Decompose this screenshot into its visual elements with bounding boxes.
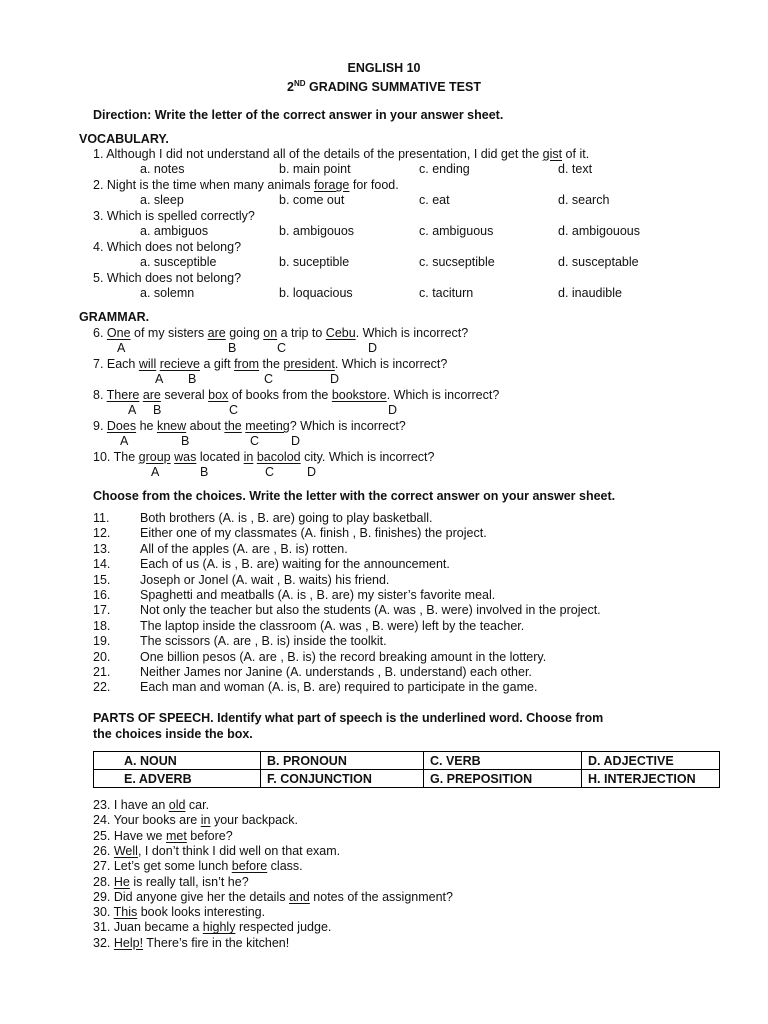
vocab-choice: c. ambiguous [419,224,494,238]
item-sentence: Neither James nor Janine (A. understands , B. understand) each other. [140,665,532,679]
underlined-word: Cebu [325,326,356,340]
item-number: 18. [93,618,111,633]
item-sentence: All of the apples (A. are , B. is) rotten. [140,541,348,556]
grammar-option-letter: C [265,465,275,479]
box-cell: F. CONJUNCTION [261,770,424,788]
item-number: 14. [93,557,111,572]
text-segment: . Which is incorrect? [355,326,469,340]
box-cell: A. NOUN [94,752,261,770]
underlined-word: in [243,450,254,464]
item-sentence: Not only the teacher but also the students (A. was , B. were) involved in the project. [140,603,601,618]
text-segment: . Which is incorrect? [386,388,500,402]
vocab-choice: d. susceptable [558,255,639,269]
vocab-question [93,209,255,224]
text-segment: respected judge. [235,920,332,935]
item-number: 16. [93,588,111,602]
underlined-word: group [138,450,171,464]
vocab-choice: d. search [558,193,610,207]
underlined-word: bookstore [331,388,387,402]
text-segment: 10. The [93,450,139,464]
pos-question [93,875,249,890]
underlined-word: highly [202,920,236,935]
item-number: 21. [93,665,111,679]
underlined-word: the [224,419,242,433]
item-number: 20. [93,649,111,664]
box-row [94,770,720,788]
pos-question [93,859,303,874]
pos-question [93,798,209,813]
item-number: 11. [93,511,110,525]
underlined-word: bacolod [256,450,301,464]
vocab-choice: d. inaudible [558,286,622,300]
text-segment: book looks interesting. [137,905,266,920]
box-cell: E. ADVERB [94,770,261,788]
vocab-choice: c. taciturn [419,286,474,300]
text-segment: he [136,419,157,433]
box-cell: D. ADJECTIVE [582,752,720,770]
underlined-word: will [138,357,157,371]
text-segment: . Which is incorrect? [334,357,448,371]
test-title [0,76,768,95]
pos-question [93,813,298,828]
underlined-word: met [165,828,187,843]
text-segment: 1. Although I did not understand all of the details of the presentation, I did get the [93,147,543,161]
pos-question [93,890,453,905]
vocab-question [93,240,241,255]
grammar-option-letter: B [228,341,237,355]
text-segment: of books from the [228,388,332,402]
item-number: 13. [93,541,111,556]
grammar-option-letter: A [155,372,164,386]
grammar-question [93,450,434,465]
text-segment: a trip to [277,326,326,340]
vocab-choice: a. susceptible [140,255,217,269]
underlined-word: Well [113,843,138,858]
vocab-choice: a. notes [140,162,185,176]
item-sentence: Both brothers (A. is , B. are) going to play basketball. [140,511,433,525]
grammar-option-letter: A [151,465,160,479]
box-cell: H. INTERJECTION [582,770,720,788]
item-sentence: Each of us (A. is , B. are) waiting for the announcement. [140,557,450,572]
underlined-word: He [113,874,130,889]
item-sentence: One billion pesos (A. are , B. is) the record breaking amount in the lottery. [140,649,547,664]
text-segment: 4. Which does not belong? [93,240,242,254]
text-segment: 8. [93,388,107,402]
item-sentence: Each man and woman (A. is, B. are) required to participate in the game. [140,680,538,695]
pos-question [93,844,340,859]
text-segment: notes of the assignment? [309,889,453,904]
underlined-word: Help! [113,935,144,950]
text-segment: 30. [93,905,114,920]
vocab-choice: a. solemn [140,286,195,300]
vocab-choice: c. sucseptible [419,255,495,269]
underlined-word: knew [156,419,187,433]
vocab-question [93,147,589,162]
grammar-option-letter: B [200,465,209,479]
grammar-option-letter: D [368,341,378,355]
item-sentence: The laptop inside the classroom (A. was , B. were) left by the teacher. [140,618,525,633]
item-number: 15. [93,572,111,587]
grammar-option-letter: A [117,341,126,355]
box-row [94,752,720,770]
text-segment: 2. Night is the time when many animals [93,178,314,192]
text-segment: is really tall, isn’t he? [129,874,249,889]
grammar-question [93,419,406,434]
grammar-option-letter: D [388,403,398,417]
item-number: 22. [93,680,111,695]
underlined-word: gist [542,147,563,161]
underlined-word: This [113,905,138,920]
vocab-choice: a. ambiguos [140,224,209,238]
text-segment: the [259,357,284,371]
vocab-choice: b. come out [279,193,345,207]
text-segment: , I don’t think I did well on that exam. [137,843,341,858]
vocab-choice: d. ambigouous [558,224,641,238]
text-segment: of my sisters [130,326,208,340]
test-name: GRADING SUMMATIVE TEST [309,80,481,95]
vocab-choice: b. loquacious [279,286,353,300]
text-segment: before? [186,828,233,843]
grammar-question [93,357,447,372]
text-segment: a gift [200,357,235,371]
underlined-word: box [208,388,229,402]
vocab-choice: b. main point [279,162,351,176]
item-number: 12. [93,526,111,541]
pos-question [93,920,331,935]
grammar-option-letter: B [153,403,162,417]
underlined-word: forage [313,178,350,192]
vocab-choice: c. eat [419,193,450,207]
box-cell: B. PRONOUN [261,752,424,770]
underlined-word: Does [106,419,137,433]
text-segment: 28. [93,874,114,889]
parts-of-speech-box [93,751,720,788]
direction-text: Direction: Write the letter of the correct answer in your answer sheet. [93,108,504,122]
text-segment: 9. [93,419,107,433]
vocab-choice: d. text [558,162,593,176]
grammar-option-letter: D [307,465,317,479]
text-segment: your backpack. [210,813,299,828]
underlined-word: in [200,813,211,828]
underlined-word: president [283,357,335,371]
grammar-option-letter: C [229,403,239,417]
underlined-word: before [231,859,268,874]
underlined-word: are [207,326,226,340]
underlined-word: recieve [159,357,201,371]
vocab-choice: a. sleep [140,193,184,207]
text-segment: car. [185,798,210,812]
text-segment: 24. Your books are [93,813,201,828]
grammar-option-letter: B [188,372,197,386]
pos-instruction-line2: the choices inside the box. [93,727,253,741]
underlined-word: from [234,357,260,371]
text-segment: located [196,450,244,464]
grammar-option-letter: C [250,434,260,448]
underlined-word: was [174,450,197,464]
grammar-question [93,326,468,341]
box-cell: G. PREPOSITION [424,770,582,788]
grammar-option-letter: A [128,403,137,417]
underlined-word: One [106,326,131,340]
grammar-option-letter: C [264,372,274,386]
text-segment: 32. [93,935,114,950]
grammar-option-letter: B [181,434,190,448]
text-segment: 27. Let’s get some lunch [93,859,232,874]
text-segment: city. Which is incorrect? [300,450,435,464]
item-sentence: Joseph or Jonel (A. wait , B. waits) his friend. [140,572,390,587]
text-segment: 25. Have we [93,828,166,843]
text-segment: going [225,326,264,340]
pos-question [93,905,265,920]
vocab-choice: c. ending [419,162,470,176]
underlined-word: old [168,798,186,812]
item-number: 19. [93,634,111,649]
choose-instruction: Choose from the choices. Write the letter with the correct answer on your answer sheet. [93,489,616,503]
pos-instruction-line1: PARTS OF SPEECH. Identify what part of speech is the underlined word. Choose from [93,711,604,725]
grammar-option-letter: D [291,434,301,448]
underlined-word: are [142,388,161,402]
text-segment: 31. Juan became a [93,920,203,935]
text-segment: 23. I have an [93,798,169,812]
vocab-question [93,271,241,286]
text-segment: 7. Each [93,357,139,371]
text-segment: class. [267,859,303,874]
pos-question [93,829,233,844]
grammar-option-letter: A [120,434,129,448]
text-segment: There’s fire in the kitchen! [143,935,290,950]
subject-title: ENGLISH 10 [347,61,421,75]
grading-ordinal: 2 [287,80,294,95]
vocab-choice: b. ambigouos [279,224,355,238]
text-segment: 6. [93,326,107,340]
vocabulary-heading: VOCABULARY. [79,132,169,146]
text-segment: several [160,388,209,402]
grammar-option-letter: C [277,341,287,355]
item-number: 17. [93,603,111,618]
underlined-word: on [263,326,278,340]
item-sentence: Spaghetti and meatballs (A. is , B. are) my sister’s favorite meal. [140,588,496,602]
text-segment: of it. [562,147,590,161]
text-segment: ? Which is incorrect? [289,419,406,433]
item-sentence: Either one of my classmates (A. finish , B. finishes) the project. [140,526,487,541]
box-cell: C. VERB [424,752,582,770]
grammar-heading: GRAMMAR. [79,310,150,324]
text-segment: about [186,419,225,433]
grading-ordinal-suffix: ND [293,79,306,88]
text-segment: for food. [349,178,399,192]
text-segment: 26. [93,843,114,858]
underlined-word: There [106,388,140,402]
grammar-option-letter: D [330,372,340,386]
vocab-question [93,178,399,193]
text-segment: 3. Which is spelled correctly? [93,209,255,223]
grammar-question [93,388,499,403]
vocab-choice: b. suceptible [279,255,350,269]
text-segment: 29. Did anyone give her the details [93,889,289,904]
text-segment: 5. Which does not belong? [93,271,242,285]
underlined-word: and [288,889,310,904]
item-sentence: The scissors (A. are , B. is) inside the toolkit. [140,634,387,649]
underlined-word: meeting [245,419,290,433]
pos-question [93,936,289,951]
